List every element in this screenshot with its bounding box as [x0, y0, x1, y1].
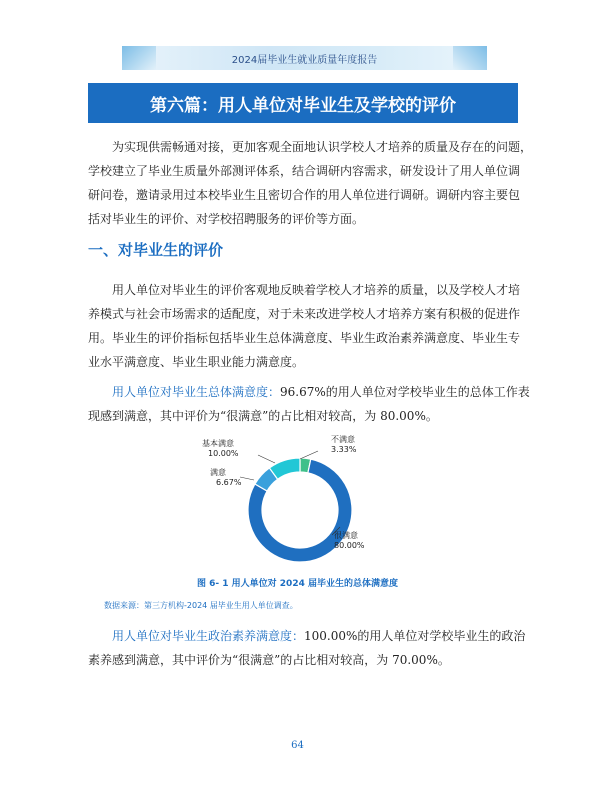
label-unsatisfied [300, 434, 357, 459]
overall-satisfaction-label: 用人单位对毕业生总体满意度： [112, 385, 281, 399]
slice-label-name: 不满意 [331, 435, 355, 444]
label-very-satisfied [332, 527, 365, 550]
section1-paragraph [88, 278, 521, 374]
slice-label-value: 80.00% [334, 541, 365, 550]
label-basic-satisfied [202, 438, 275, 463]
slice-label-name: 满意 [210, 468, 226, 477]
intro-line: 研问卷，邀请录用过本校毕业生且密切合作的用人单位进行调研。调研内容主要包 [88, 188, 521, 202]
page-number: 64 [291, 740, 304, 751]
intro-line: 学校建立了毕业生质量外部测评体系，结合调研内容需求，研发设计了用人单位调 [88, 164, 521, 178]
intro-line: 为实现供需畅通对接，更加客观全面地认识学校人才培养的质量及存在的问题， [112, 140, 533, 154]
header-banner [122, 46, 487, 70]
section1-line: 用人单位对毕业生的评价客观地反映着学校人才培养的质量，以及学校人才培 [112, 283, 521, 297]
section-heading: 一、对毕业生的评价 [88, 241, 224, 259]
report-header-title: 2024届毕业生就业质量年度报告 [231, 55, 378, 66]
slice-label-name: 基本满意 [202, 439, 234, 448]
label-satisfied [210, 467, 254, 487]
intro-line: 括对毕业生的评价、对学校招聘服务的评价等方面。 [88, 212, 365, 226]
slice-label-name: 很满意 [334, 531, 358, 540]
slice-label-value: 3.33% [331, 445, 357, 454]
section1-line: 养模式与社会市场需求的适配度，对于未来改进学校人才培养方案有积极的促进作 [88, 307, 521, 321]
section1-line: 业水平满意度、毕业生职业能力满意度。 [88, 355, 305, 369]
slice-label-value: 6.67% [216, 478, 242, 487]
chapter-title-bar [88, 83, 518, 123]
political-satisfaction-text: 素养感到满意，其中评价为“很满意”的占比相对较高，为 70.00%。 [88, 653, 450, 667]
overall-satisfaction-text: 现感到满意，其中评价为“很满意”的占比相对较高，为 80.00%。 [88, 409, 438, 423]
figure-caption: 图 6- 1 用人单位对 2024 届毕业生的总体满意度 [197, 579, 398, 589]
overall-satisfaction-paragraph [88, 380, 530, 428]
section1-line: 用。毕业生的评价指标包括毕业生总体满意度、毕业生政治素养满意度、毕业生专 [88, 331, 521, 345]
slice-label-value: 10.00% [208, 449, 239, 458]
intro-paragraph [88, 135, 533, 231]
political-satisfaction-text: 100.00%的用人单位对学校毕业生的政治 [304, 629, 526, 643]
overall-satisfaction-text: 96.67%的用人单位对学校毕业生的总体工作表 [280, 385, 530, 399]
satisfaction-donut-chart [200, 425, 400, 565]
political-satisfaction-label: 用人单位对毕业生政治素养满意度： [112, 629, 305, 643]
political-satisfaction-paragraph [88, 624, 526, 672]
data-source-note: 数据来源：第三方机构-2024 届毕业生用人单位调查。 [104, 601, 298, 610]
chapter-title: 第六篇：用人单位对毕业生及学校的评价 [150, 96, 456, 116]
